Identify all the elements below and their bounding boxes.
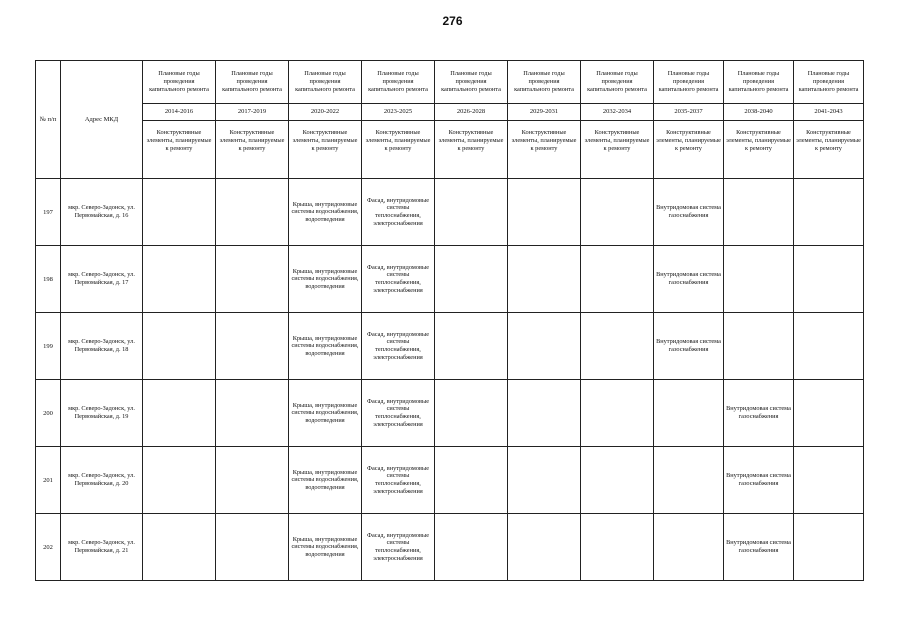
repair-cell <box>508 179 581 246</box>
column-header-address: Адрес МКД <box>61 61 143 179</box>
repair-cell <box>794 179 864 246</box>
repair-cell <box>508 246 581 313</box>
table-row <box>36 514 864 581</box>
elements-header: Конструктивные элементы, планируемые к ремонту <box>794 121 864 179</box>
column-header-period: Плановые годы проведения капитального ремонта <box>143 61 216 104</box>
year-range-header: 2032-2034 <box>581 104 654 121</box>
repair-cell <box>508 514 581 581</box>
capital-repair-table <box>35 60 864 581</box>
row-address: мкр. Северо-Задонск, ул. Первомайская, д. 18 <box>61 313 143 380</box>
elements-header: Конструктивные элементы, планируемые к ремонту <box>435 121 508 179</box>
repair-cell: Фасад, внутридомовые системы теплоснабжения, электроснабжения <box>362 380 435 447</box>
header-row-elements <box>36 121 864 179</box>
repair-cell: Крыша, внутридомовые системы водоснабжения, водоотведения <box>289 313 362 380</box>
repair-cell: Фасад, внутридомовые системы теплоснабжения, электроснабжения <box>362 447 435 514</box>
elements-header: Конструктивные элементы, планируемые к ремонту <box>143 121 216 179</box>
repair-cell <box>794 447 864 514</box>
repair-cell <box>508 380 581 447</box>
table-row <box>36 380 864 447</box>
repair-cell <box>435 514 508 581</box>
repair-cell <box>216 179 289 246</box>
repair-cell <box>216 380 289 447</box>
repair-cell: Крыша, внутридомовые системы водоснабжения, водоотведения <box>289 447 362 514</box>
row-address: мкр. Северо-Задонск, ул. Первомайская, д. 16 <box>61 179 143 246</box>
elements-header: Конструктивные элементы, планируемые к ремонту <box>654 121 724 179</box>
repair-cell: Внутридомовая система газоснабжения <box>724 380 794 447</box>
elements-header: Конструктивные элементы, планируемые к ремонту <box>362 121 435 179</box>
year-range-header: 2038-2040 <box>724 104 794 121</box>
repair-cell <box>654 447 724 514</box>
repair-cell <box>508 447 581 514</box>
row-number: 199 <box>36 313 61 380</box>
repair-cell <box>794 380 864 447</box>
column-header-period: Плановые годы проведения капитального ремонта <box>216 61 289 104</box>
repair-cell <box>654 514 724 581</box>
repair-cell: Крыша, внутридомовые системы водоснабжения, водоотведения <box>289 514 362 581</box>
repair-cell <box>435 313 508 380</box>
repair-cell <box>508 313 581 380</box>
repair-cell <box>581 380 654 447</box>
repair-cell <box>581 313 654 380</box>
column-header-period: Плановые годы проведения капитального ремонта <box>289 61 362 104</box>
table-header <box>36 61 864 179</box>
table-row <box>36 179 864 246</box>
year-range-header: 2035-2037 <box>654 104 724 121</box>
repair-cell <box>724 179 794 246</box>
year-range-header: 2020-2022 <box>289 104 362 121</box>
repair-cell <box>581 447 654 514</box>
year-range-header: 2017-2019 <box>216 104 289 121</box>
elements-header: Конструктивные элементы, планируемые к ремонту <box>289 121 362 179</box>
year-range-header: 2026-2028 <box>435 104 508 121</box>
repair-cell <box>216 447 289 514</box>
elements-header: Конструктивные элементы, планируемые к ремонту <box>581 121 654 179</box>
repair-cell <box>435 179 508 246</box>
repair-cell: Внутридомовая система газоснабжения <box>654 313 724 380</box>
header-row-main <box>36 61 864 104</box>
repair-cell <box>581 179 654 246</box>
repair-cell: Внутридомовая система газоснабжения <box>724 514 794 581</box>
row-number: 202 <box>36 514 61 581</box>
repair-cell <box>143 313 216 380</box>
repair-cell <box>581 514 654 581</box>
repair-cell <box>143 514 216 581</box>
repair-cell: Фасад, внутридомовые системы теплоснабжения, электроснабжения <box>362 514 435 581</box>
column-header-period: Плановые годы проведения капитального ремонта <box>724 61 794 104</box>
repair-cell <box>794 246 864 313</box>
elements-header: Конструктивные элементы, планируемые к ремонту <box>216 121 289 179</box>
table-row <box>36 313 864 380</box>
repair-cell <box>435 447 508 514</box>
repair-cell <box>216 313 289 380</box>
table-body <box>36 179 864 581</box>
elements-header: Конструктивные элементы, планируемые к ремонту <box>724 121 794 179</box>
row-address: мкр. Северо-Задонск, ул. Первомайская, д. 19 <box>61 380 143 447</box>
repair-cell: Фасад, внутридомовые системы теплоснабжения, электроснабжения <box>362 246 435 313</box>
row-number: 201 <box>36 447 61 514</box>
year-range-header: 2029-2031 <box>508 104 581 121</box>
column-header-period: Плановые годы проведения капитального ремонта <box>362 61 435 104</box>
column-header-number: № п/п <box>36 61 61 179</box>
column-header-period: Плановые годы проведения капитального ремонта <box>794 61 864 104</box>
repair-cell <box>143 380 216 447</box>
row-number: 200 <box>36 380 61 447</box>
repair-cell: Внутридомовая система газоснабжения <box>654 179 724 246</box>
repair-cell <box>435 246 508 313</box>
repair-cell <box>216 514 289 581</box>
row-number: 198 <box>36 246 61 313</box>
year-range-header: 2041-2043 <box>794 104 864 121</box>
repair-cell <box>216 246 289 313</box>
year-range-header: 2023-2025 <box>362 104 435 121</box>
repair-cell <box>654 380 724 447</box>
repair-cell <box>581 246 654 313</box>
repair-cell <box>794 514 864 581</box>
repair-cell <box>724 246 794 313</box>
column-header-period: Плановые годы проведения капитального ремонта <box>435 61 508 104</box>
repair-cell <box>724 313 794 380</box>
column-header-period: Плановые годы проведения капитального ремонта <box>508 61 581 104</box>
repair-cell: Крыша, внутридомовые системы водоснабжения, водоотведения <box>289 246 362 313</box>
row-address: мкр. Северо-Задонск, ул. Первомайская, д. 21 <box>61 514 143 581</box>
row-address: мкр. Северо-Задонск, ул. Первомайская, д. 20 <box>61 447 143 514</box>
repair-cell <box>794 313 864 380</box>
row-number: 197 <box>36 179 61 246</box>
repair-cell <box>435 380 508 447</box>
column-header-period: Плановые годы проведения капитального ремонта <box>581 61 654 104</box>
repair-cell <box>143 246 216 313</box>
elements-header: Конструктивные элементы, планируемые к ремонту <box>508 121 581 179</box>
table-row <box>36 447 864 514</box>
repair-cell <box>143 179 216 246</box>
repair-cell: Внутридомовая система газоснабжения <box>724 447 794 514</box>
repair-cell: Крыша, внутридомовые системы водоснабжения, водоотведения <box>289 179 362 246</box>
year-range-header: 2014-2016 <box>143 104 216 121</box>
repair-cell: Фасад, внутридомовые системы теплоснабжения, электроснабжения <box>362 313 435 380</box>
table-row <box>36 246 864 313</box>
repair-cell <box>143 447 216 514</box>
repair-cell: Фасад, внутридомовые системы теплоснабжения, электроснабжения <box>362 179 435 246</box>
repair-cell: Крыша, внутридомовые системы водоснабжения, водоотведения <box>289 380 362 447</box>
repair-cell: Внутридомовая система газоснабжения <box>654 246 724 313</box>
row-address: мкр. Северо-Задонск, ул. Первомайская, д. 17 <box>61 246 143 313</box>
page-number: 276 <box>442 14 463 28</box>
header-row-years <box>36 104 864 121</box>
column-header-period: Плановые годы проведения капитального ремонта <box>654 61 724 104</box>
